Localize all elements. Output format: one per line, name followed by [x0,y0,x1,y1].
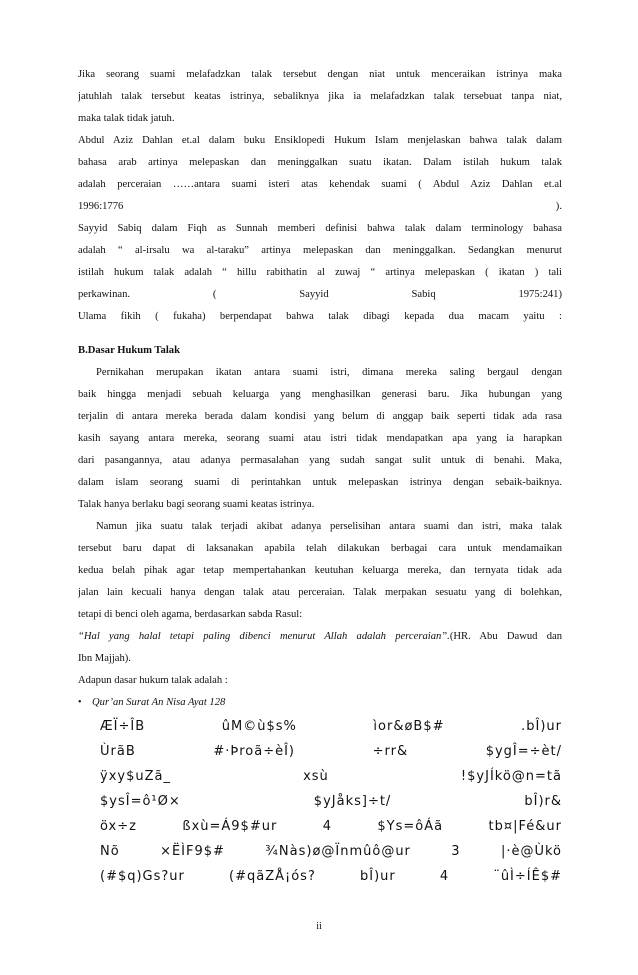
text-line: Namun jika suatu talak terjadi akibat adanya perselisihan antara suami dan istri, maka talak [96,521,562,532]
bullet-label: Qur’an Surat An Nisa Ayat 128 [92,697,226,708]
paragraph-pernikahan [78,362,562,516]
text-line: bahasa arab artinya melepaskan dan meninggalkan suatu ikatan. Dalam istilah hukum talak [78,157,562,168]
text-line: kedua belah pihak agar tetap mempertahankan keutuhan keluarga mereka, dan ternyata tidak ada [78,565,562,576]
text-line: dari pasangannya, atau adanya permasalahan yang sudah sangat sulit untuk di benahi. Maka, [78,455,562,466]
text-line: kasih sayang antara mereka, seorang suami atau istri tidak mendapatkan apa yang ia harapkan [78,433,562,444]
hadith-quote: “Hal yang halal tetapi paling dibenci menurut Allah adalah perceraian”. [78,631,450,642]
text-line: dalam islam seorang suami di perintahkan untuk melepaskan istrinya dengan sebaik-baiknya. [78,477,562,488]
hadith-quote-line [78,626,562,648]
hadith-source: (HR. Abu Dawud dan [449,631,562,642]
arabic-verse-line: (#$q)Gs?ur (#qãZÅ¡ós? bÎ)ur 4 ¨ûÌ÷ÍÊ$# [100,869,562,884]
bullet-item [78,692,562,714]
paragraph-abdul-aziz [78,130,562,218]
section-heading: B.Dasar Hukum Talak [78,345,180,356]
arabic-verse-block [78,714,562,889]
hadith-source-continued: Ibn Majjah). [78,653,131,664]
arabic-verse-line: ÿxy$uZã_ xsù !$yJÍkö@n=tã [100,769,562,784]
text-line: 1996:1776 ). [78,201,562,212]
paragraph-talak-niat [78,64,562,130]
text-line: Talak hanya berlaku bagi seorang suami keatas istrinya. [78,499,315,510]
text-line: jatuhlah talak tersebut keatas istrinya, sebaliknya jika ia melafadzkan talak tersebuat tanpa niat, [78,91,562,102]
text-line: Pernikahan merupakan ikatan antara suami istri, dimana mereka saling bergaul dengan [96,367,562,378]
text-line: Ulama fikih ( fukaha) berpendapat bahwa talak dibagi kepada dua macam yaitu : [78,311,562,322]
text-line: istilah hukum talak adalah “ hillu rabithatin al zuwaj “ artinya melepaskan ( ikatan ) tali [78,267,562,278]
arabic-verse-line: $ysÎ=ô¹Ø× $yJåks]÷t/ bÎ)r& [100,794,562,809]
intro-line: Adapun dasar hukum talak adalah : [78,675,228,686]
arabic-verse-line: ÆÏ÷ÎB ûM©ù$s% ìor&øB$# .bÎ)ur [100,719,562,734]
arabic-verse-line: Nõ ×ËÌF9$# ¾Nàs)ø@Ïnmûô@ur 3 |·è@Ùkö [100,844,562,859]
arabic-verse-line: öx÷z ßxù=Á9$#ur 4 $Ys=ôÁã tb¤|Fé&ur [100,819,562,834]
text-line: tetapi di benci oleh agama, berdasarkan sabda Rasul: [78,609,303,620]
text-line: Jika seorang suami melafadzkan talak tersebut dengan niat untuk menceraikan istrinya maka [78,69,562,80]
text-line: Sayyid Sabiq dalam Fiqh as Sunnah memberi definisi bahwa talak dalam terminology bahasa [78,223,562,234]
text-line: maka talak tidak jatuh. [78,113,175,124]
text-line: perkawinan. ( Sayyid Sabiq 1975:241) [78,289,562,300]
text-line: adalah perceraian ……antara suami isteri atas kehendak suami ( Abdul Aziz Dahlan et.al [78,179,562,190]
text-line: adalah “ al-irsalu wa al-taraku” artinya melepaskan dan meninggalkan. Sedangkan menurut [78,245,562,256]
bullet-icon: • [78,697,82,708]
paragraph-perselisihan [78,516,562,626]
text-line: Abdul Aziz Dahlan et.al dalam buku Ensiklopedi Hukum Islam menjelaskan bahwa talak dalam [78,135,562,146]
text-line: tersebut baru dapat di laksanakan apabila telah dilakukan berbagai cara untuk mendamaikan [78,543,562,554]
text-line: jalan lain kecuali hanya dengan talak atau perceraian. Talak merpakan sesuatu yang di bolehkan, [78,587,562,598]
arabic-verse-line: ÙrãB #·Þroã÷èÎ) ÷rr& $ygÎ=÷èt/ [100,744,562,759]
text-line: terjalin di antara mereka berada dalam kondisi yang belum di anggap baik seperti tidak ada rasa [78,411,562,422]
page-number: ii [316,921,322,932]
text-line: baik hingga menjadi sebuah keluarga yang menghasilkan generasi baru. Jika hubungan yang [78,389,562,400]
paragraph-sayyid-sabiq [78,218,562,328]
document-page [78,64,562,889]
